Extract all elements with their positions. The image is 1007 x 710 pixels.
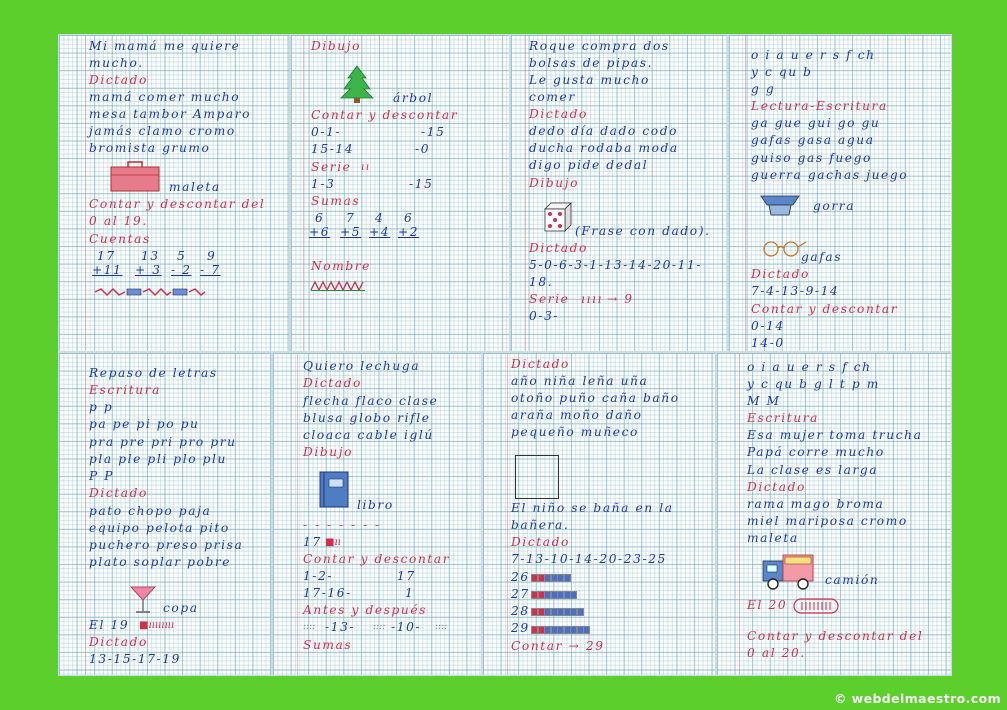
text-line: Roque compra dos <box>529 39 670 53</box>
heading-dictado: Dictado <box>511 535 570 549</box>
text-line: 1-3 <box>311 177 336 191</box>
heading-dictado: Dictado <box>529 107 588 121</box>
drawing-label: gorra <box>813 199 856 213</box>
sum-bottom: - 2 <box>171 263 192 277</box>
text-line: miel mariposa cromo <box>747 514 908 528</box>
notebook-page-3 <box>510 34 728 352</box>
count-block <box>564 574 571 582</box>
heading-dictado: Dictado <box>529 241 588 255</box>
heading-escritura: Escritura <box>89 383 161 397</box>
text-line: jamás clamo cromo <box>89 124 236 138</box>
text-line: Quiero lechuga <box>303 359 421 373</box>
text-line: maleta <box>747 531 799 545</box>
sum-bottom: +4 <box>369 225 391 239</box>
text-line: P P <box>89 469 115 483</box>
count-marks: ■ıııııııı <box>139 620 175 631</box>
count-row-label: 28 <box>511 604 530 618</box>
count-row-label: 26 <box>511 570 530 584</box>
notebook-page-8 <box>716 352 952 676</box>
dice-drawing <box>541 201 573 233</box>
sum-bottom: +11 <box>92 263 123 277</box>
text-line: pa pe pi po pu <box>89 417 200 431</box>
text-line: araña moño daño <box>511 408 643 422</box>
margin-line <box>297 353 298 675</box>
heading-contar: Contar y descontar <box>751 302 899 316</box>
text-line: 0 al 20. <box>747 646 806 660</box>
heading-serie: Serie <box>311 160 352 174</box>
text-line: Le gusta mucho <box>529 73 650 87</box>
text-line: 15-14 <box>311 142 355 156</box>
serie-arrow: → 9 <box>607 292 634 306</box>
count-block <box>583 626 590 634</box>
pattern-drawing <box>95 287 205 297</box>
heading-escritura: Escritura <box>747 411 819 425</box>
heading-dictado: Dictado <box>89 486 148 500</box>
footer-credit: © webdelmaestro.com <box>833 691 1001 706</box>
count-block <box>570 591 577 599</box>
text-line: -15 <box>409 177 434 191</box>
truck-drawing <box>761 553 817 591</box>
heading-antes: Antes y después <box>303 603 428 617</box>
text-line: 18. <box>529 275 554 289</box>
heading-contar: Contar y descontar del <box>89 197 266 211</box>
text-line: pla ple pli plo plu <box>89 452 227 466</box>
cap-drawing <box>759 193 801 219</box>
text-line: 0 al 19. <box>89 214 148 228</box>
text-line: 1-2- <box>303 569 334 583</box>
heading-dictado: Dictado <box>89 73 148 87</box>
text-line: digo pide dedal <box>529 158 649 172</box>
text-line: 14-0 <box>751 336 785 350</box>
margin-line <box>303 35 304 351</box>
text-line: plato soplar pobre <box>89 555 232 569</box>
text-line: 5-0-6-3-1-13-14-20-11- <box>529 258 703 272</box>
heading-dictado: Dictado <box>751 267 810 281</box>
drawing-label: libro <box>357 498 394 512</box>
text-line: -15 <box>421 125 446 139</box>
margin-line <box>525 35 526 351</box>
sum-bottom: +6 <box>309 225 331 239</box>
text-line: pra pre pri pro pru <box>89 435 237 449</box>
text-line: 1 <box>405 586 415 600</box>
text-line: gafas gasa agua <box>751 133 875 147</box>
sum-bottom: - 7 <box>200 263 221 277</box>
text-line: flecha flaco clase <box>303 394 439 408</box>
text-line: mesa tambor Amparo <box>89 107 252 121</box>
text-line: -0 <box>415 142 431 156</box>
heading-dictado: Dictado <box>303 376 362 390</box>
drawing-label: gafas <box>801 250 843 264</box>
heading-dibujo: Dibujo <box>311 39 362 53</box>
text-line: mamá comer mucho <box>89 90 241 104</box>
text-line: bolsas de pipas. <box>529 56 654 70</box>
heading-sumas: Sumas <box>303 638 353 652</box>
text-line: dedo día dado codo <box>529 124 679 138</box>
heading-contar: Contar y descontar del <box>747 629 924 643</box>
text-line: 17 <box>397 569 416 583</box>
margin-line <box>745 35 746 351</box>
sum-top: 4 <box>375 211 385 225</box>
text-line: guiso gas fuego <box>751 151 872 165</box>
text-line: o i a u e r s f ch <box>751 48 876 62</box>
text-line: rama mago broma <box>747 497 885 511</box>
heading-contar: Contar y descontar <box>311 108 459 122</box>
drawing-label: maleta <box>169 180 221 194</box>
serie-marks: ıııı <box>581 292 603 306</box>
suitcase-drawing <box>109 161 161 193</box>
text-line: -13- <box>325 620 356 634</box>
text-line: (Frase con dado). <box>575 224 711 238</box>
heading-dictado: Dictado <box>511 357 570 371</box>
notebook-page-1 <box>58 34 290 352</box>
heading-contar: Contar → 29 <box>511 639 605 653</box>
text-line: bromista grumo <box>89 141 211 155</box>
drawing-label: camión <box>825 573 880 587</box>
heading-contar: Contar y descontar <box>303 552 451 566</box>
text-line: ga gue gui go gu <box>751 116 881 130</box>
count-marks: ■ıı <box>325 537 341 548</box>
heading-dictado: Dictado <box>747 480 806 494</box>
margin-line <box>85 353 86 675</box>
tally-oval-drawing <box>793 598 839 614</box>
text-line: mucho. <box>89 56 144 70</box>
dash-line: - - - - - - - <box>303 518 382 532</box>
text-line: Papá corre mucho <box>747 445 885 459</box>
text-line: -10- <box>391 620 422 634</box>
heading-dibujo: Dibujo <box>529 176 580 190</box>
text-line: pequeño muñeco <box>511 425 639 439</box>
text-line: cloaca cable iglú <box>303 428 434 442</box>
text-line: El 19 <box>89 618 130 632</box>
sum-top: 17 <box>97 249 116 263</box>
heading-dictado: Dictado <box>89 635 148 649</box>
text-line: año niña leña uña <box>511 374 649 388</box>
text-line: y c qu b <box>751 65 813 79</box>
text-line: El 20 <box>747 598 788 612</box>
text-line: Esa mujer toma trucha <box>747 428 923 442</box>
text-line: 7-4-13-9-14 <box>751 284 840 298</box>
sum-top: 6 <box>404 211 414 225</box>
count-row-label: 29 <box>511 621 530 635</box>
text-line: 17-16- <box>303 586 352 600</box>
text-line: equipo pelota pito <box>89 521 230 535</box>
notebook-page-2 <box>290 34 510 352</box>
sum-top: 5 <box>177 249 187 263</box>
text-line: La clase es larga <box>747 463 879 477</box>
text-line: bañera. <box>511 518 570 532</box>
text-line: 17 <box>303 535 322 549</box>
glasses-drawing <box>759 237 807 257</box>
text-line: puchero preso prisa <box>89 538 244 552</box>
drawing-label: árbol <box>393 91 434 105</box>
count-block <box>577 608 584 616</box>
text-line: y c qu b g l t p m <box>747 377 880 391</box>
heading-dibujo: Dibujo <box>303 445 354 459</box>
text-line: El niño se baña en la <box>511 501 674 515</box>
heading-sumas: Sumas <box>311 194 361 208</box>
drawing-label: copa <box>163 601 199 615</box>
text-line: 13-15-17-19 <box>89 652 181 666</box>
text-line: guerra gachas juego <box>751 168 909 182</box>
text-line: M M <box>747 394 781 408</box>
text-line: Repaso de letras <box>89 366 218 380</box>
sum-top: 9 <box>207 249 217 263</box>
notebook-page-7 <box>482 352 716 676</box>
text-line: g g <box>751 82 776 96</box>
tally-marks: :::: <box>435 622 448 632</box>
text-line: p p <box>89 400 114 414</box>
text-line: ducha rodaba moda <box>529 141 679 155</box>
text-line: 0-3- <box>529 309 560 323</box>
notebook-page-5 <box>58 352 272 676</box>
margin-line <box>85 35 86 351</box>
text-line: 7-13-10-14-20-23-25 <box>511 552 667 566</box>
text-line: pato chopo paja <box>89 504 212 518</box>
text-line: blusa globo rifle <box>303 411 431 425</box>
tree-drawing <box>339 65 375 103</box>
heading-lectura: Lectura-Escritura <box>751 99 888 113</box>
sum-bottom: +5 <box>340 225 362 239</box>
margin-line <box>739 353 740 675</box>
book-drawing <box>317 469 351 509</box>
text-line: 0-14 <box>751 319 785 333</box>
sum-top: 6 <box>315 211 325 225</box>
text-line: comer <box>529 90 576 104</box>
empty-square-drawing <box>515 455 559 499</box>
sum-top: 7 <box>346 211 356 225</box>
text-line: Mi mamá me quiere <box>89 39 241 53</box>
sum-top: 13 <box>141 249 160 263</box>
text-line: o i a u e r s f ch <box>747 360 872 374</box>
cup-drawing <box>129 585 157 615</box>
count-row-label: 27 <box>511 587 530 601</box>
tally-marks: :::: <box>303 622 316 632</box>
serie-marks: ıı <box>361 162 371 173</box>
heading-serie: Serie <box>529 292 570 306</box>
sum-bottom: +2 <box>398 225 420 239</box>
heading-nombre: Nombre <box>311 259 371 273</box>
sum-bottom: + 3 <box>135 263 162 277</box>
text-line: otoño puño caña baño <box>511 391 680 405</box>
zigzag-drawing <box>311 281 365 291</box>
text-line: 0-1- <box>311 125 342 139</box>
margin-line <box>507 353 508 675</box>
tally-marks: :::: <box>373 622 386 632</box>
heading-cuentas: Cuentas <box>89 232 151 246</box>
notebook-page-6 <box>272 352 482 676</box>
notebook-page-4 <box>728 34 952 352</box>
